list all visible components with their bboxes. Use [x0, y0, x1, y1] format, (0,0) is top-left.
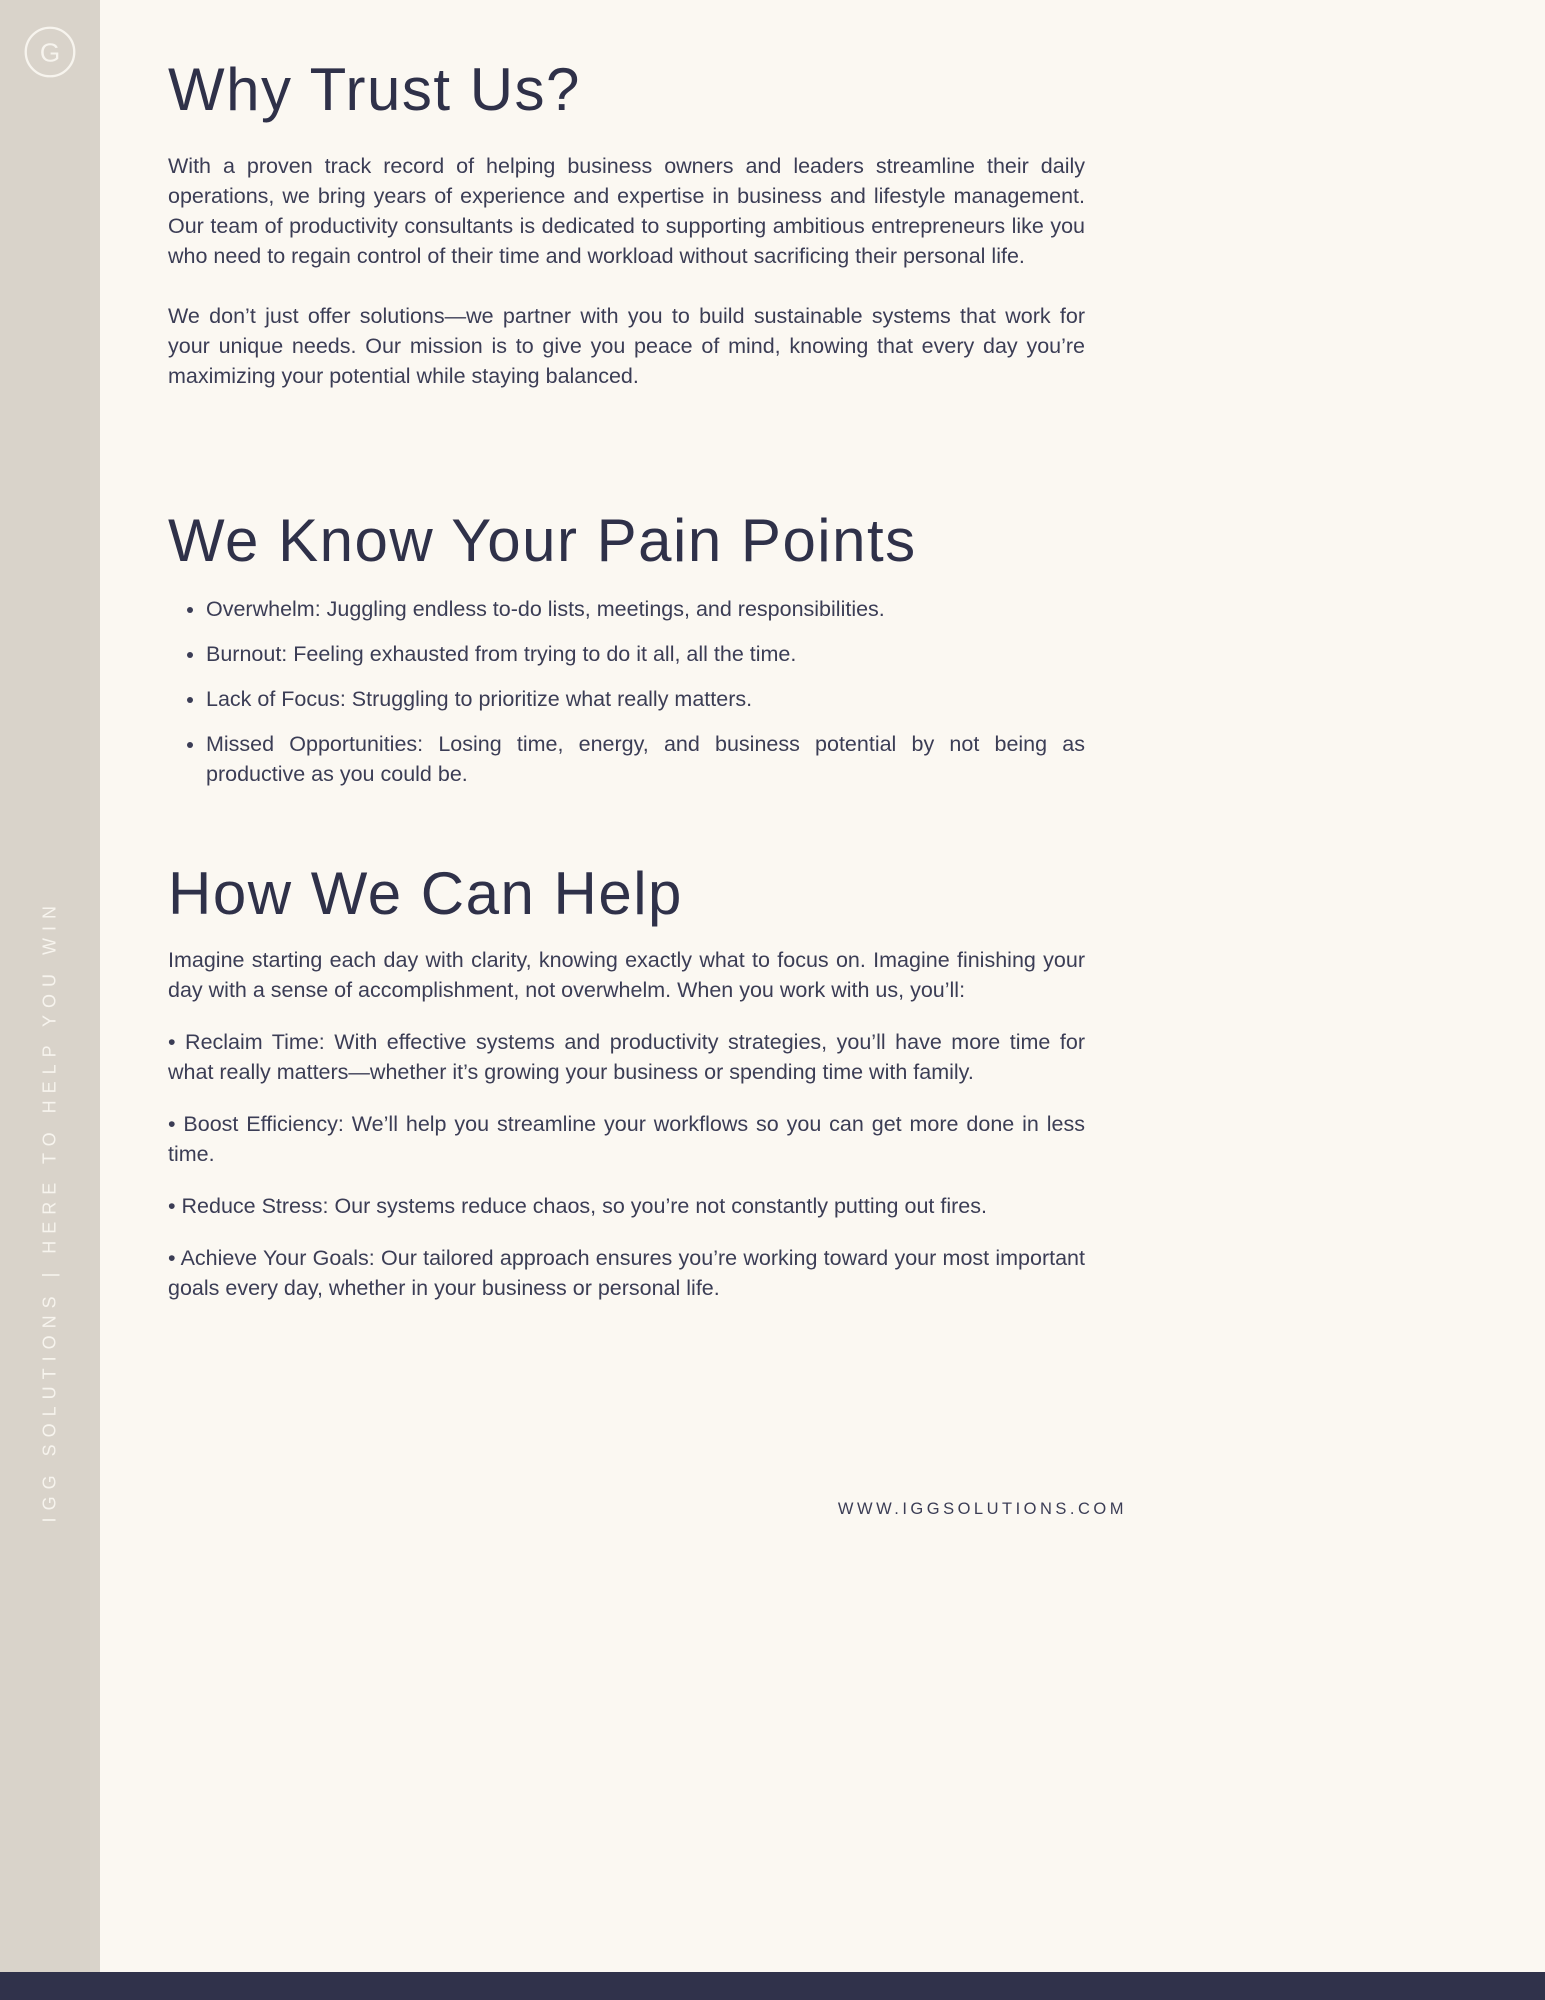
list-item-overwhelm: • Overwhelm: Juggling endless to-do lists, meetings, and responsibilities.: [206, 594, 1085, 624]
logo-letter: G: [39, 37, 61, 68]
bullet-boost-efficiency: • Boost Efficiency: We’ll help you streamline your workflows so you can get more done in less time.: [168, 1112, 1085, 1166]
why-trust-paragraph-1: With a proven track record of helping business owners and leaders streamline their daily operations, we bring years of experience and expertise in business and lifestyle management. Our team of productivity consultants is dedicated to supporting ambitious entrepreneurs like you who need to regain control of their time and workload without sacrificing their personal life.: [168, 154, 1085, 268]
bullet-reduce-stress: • Reduce Stress: Our systems reduce chaos, so you’re not constantly putting out fires.: [168, 1194, 987, 1218]
section-title-pain-points: We Know Your Pain Points: [168, 507, 917, 574]
content: [168, 0, 1085, 1303]
pain-points-list: [168, 594, 1085, 789]
section-title-why-trust-us: Why Trust Us?: [168, 56, 581, 123]
list-item-burnout: • Burnout: Feeling exhausted from trying to do it all, all the time.: [206, 639, 1085, 669]
list-item-missed-opportunities: • Missed Opportunities: Losing time, energy, and business potential by not being as productive as you could be.: [206, 729, 1085, 789]
how-help-intro: Imagine starting each day with clarity, knowing exactly what to focus on. Imagine finishing your day with a sense of accomplishment, not overwhelm. When you work with us, you’ll:: [168, 948, 1085, 1002]
bullet-reclaim-time: • Reclaim Time: With effective systems and productivity strategies, you’ll have more time for what really matters—whether it’s growing your business or spending time with family.: [168, 1030, 1085, 1084]
bottom-bar: [0, 1972, 1545, 2000]
list-item-lack-of-focus: • Lack of Focus: Struggling to prioritize what really matters.: [206, 684, 1085, 714]
bullet-achieve-goals: • Achieve Your Goals: Our tailored approach ensures you’re working toward your most important goals every day, whether in your business or personal life.: [168, 1246, 1085, 1300]
sidebar-vertical-text: IGG SOLUTIONS | HERE TO HELP YOU WIN: [39, 898, 60, 1522]
why-trust-paragraph-2: We don’t just offer solutions—we partner with you to build sustainable systems that work for your unique needs. Our mission is to give you peace of mind, knowing that every day you’re maximizing your potential while staying balanced.: [168, 304, 1085, 388]
footer-website: WWW.IGGSOLUTIONS.COM: [837, 1500, 1127, 1518]
sidebar: [0, 0, 100, 2000]
section-title-how-we-can-help: How We Can Help: [168, 860, 683, 927]
logo-icon: [22, 24, 78, 80]
